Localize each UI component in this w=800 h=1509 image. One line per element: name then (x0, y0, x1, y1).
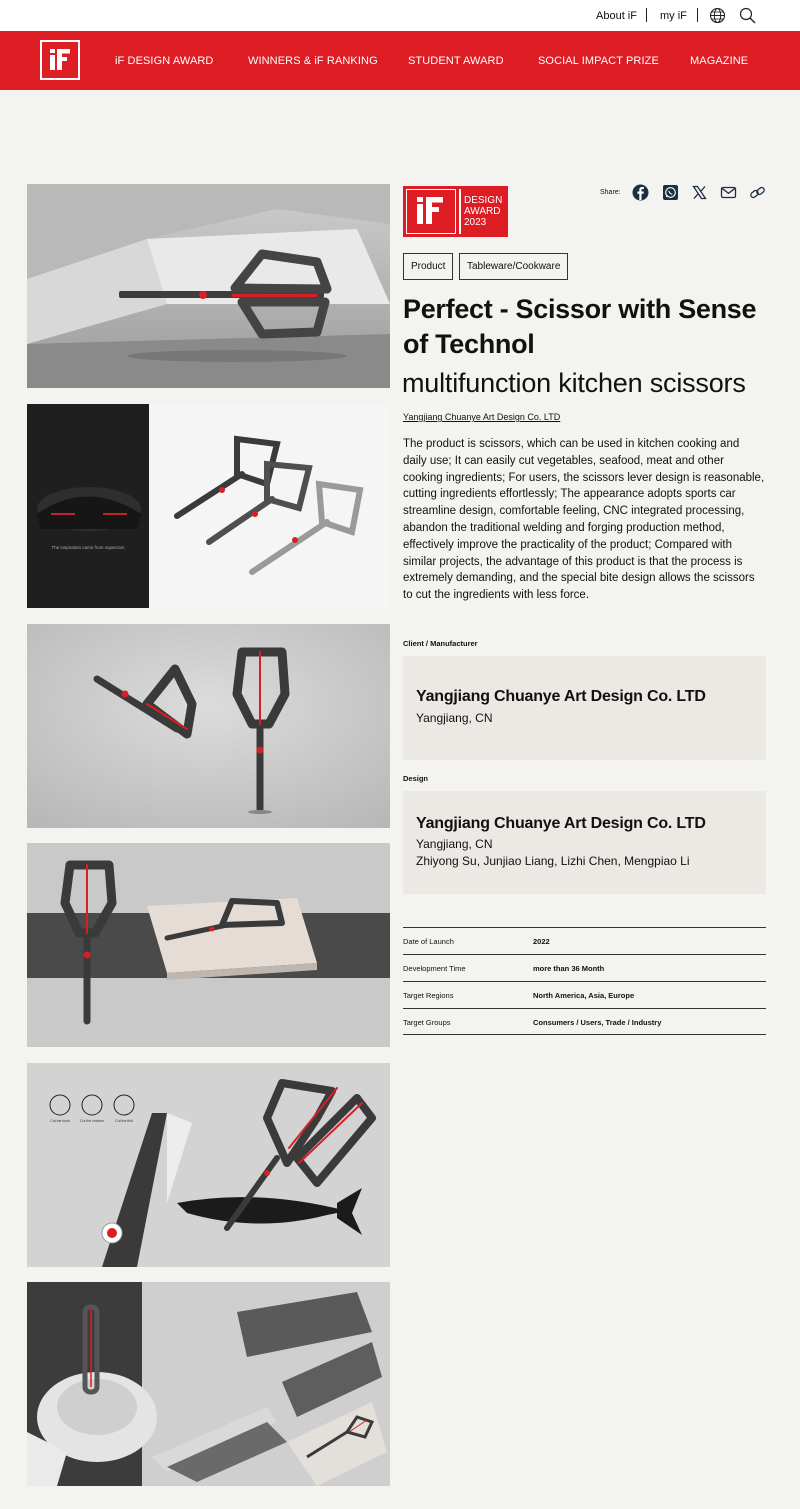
gallery-caption: Cut the duck (50, 1119, 70, 1123)
design-award-badge (403, 186, 508, 237)
nav-if-design-award[interactable]: iF DESIGN AWARD (115, 55, 214, 67)
utility-bar (0, 0, 800, 31)
award-line-award: AWARD (464, 206, 501, 217)
tag-category[interactable]: Tableware/Cookware (459, 253, 568, 280)
fact-row (403, 927, 766, 954)
gallery-caption: Cut the fish (115, 1119, 133, 1123)
divider (697, 8, 698, 22)
gallery-image-4[interactable] (27, 843, 390, 1047)
fact-value: North America, Asia, Europe (533, 991, 635, 1000)
gallery-image-3[interactable] (27, 624, 390, 828)
search-icon[interactable] (739, 7, 756, 24)
award-year: 2023 (464, 217, 487, 228)
my-if-link[interactable]: my iF (660, 10, 687, 22)
badge-divider (459, 189, 461, 234)
designers: Zhiyong Su, Junjiao Liang, Lizhi Chen, Mengpiao Li (416, 854, 690, 868)
link-icon[interactable] (749, 184, 766, 201)
globe-icon[interactable] (709, 7, 726, 24)
fact-label: Target Groups (403, 1018, 451, 1027)
mail-icon[interactable] (720, 184, 737, 201)
award-line-design: DESIGN (464, 195, 503, 206)
gallery-image-5[interactable] (27, 1063, 390, 1267)
entry-subtitle: multifunction kitchen scissors (402, 368, 746, 398)
nav-magazine[interactable]: MAGAZINE (690, 55, 749, 67)
fact-row (403, 981, 766, 1008)
entry-title: Perfect - Scissor with Sense of Technol (403, 294, 757, 359)
gallery-caption: Cut the chicken (79, 1119, 105, 1123)
fact-label: Date of Launch (403, 937, 454, 946)
fact-label: Development Time (403, 964, 466, 973)
about-link[interactable]: About iF (596, 10, 637, 22)
gallery-image-6[interactable] (27, 1282, 390, 1486)
fact-value: more than 36 Month (533, 964, 605, 973)
whatsapp-icon[interactable] (662, 184, 679, 201)
nav-social-impact-prize[interactable]: SOCIAL IMPACT PRIZE (538, 55, 659, 67)
if-logo[interactable] (40, 40, 80, 80)
design-section-label: Design (403, 774, 429, 783)
main-navigation (0, 31, 800, 90)
divider (646, 8, 647, 22)
fact-label: Target Regions (403, 991, 454, 1000)
nav-student-award[interactable]: STUDENT AWARD (408, 55, 504, 67)
gallery-image-1[interactable] (27, 184, 390, 388)
nav-winners-ranking[interactable]: WINNERS & iF RANKING (248, 55, 378, 67)
client-card (403, 656, 766, 760)
fact-row (403, 1008, 766, 1035)
design-card (403, 791, 766, 894)
entry-description: The product is scissors, which can be used in kitchen cooking and daily use; It can easily cut vegetables, seafood, meat and other cooking ingredients; For users, the scissors lever design is reasonable, cutting ingredients effortlessly; The appearance adopts sports car streamline design, comfortable feeling, CNC integrated processing, abandon the traditional welding and forging production method, effectively improve the practicality of the product; Compared with similar projects, the advantage of this product is that the process is extremely demanding, and the special bite design allows the scissors to cut the ingredients with less force. (403, 438, 765, 602)
award-if-logo (406, 189, 456, 234)
facts-table (403, 927, 766, 1035)
share-label: Share: (600, 189, 621, 196)
client-name: Yangjiang Chuanye Art Design Co. LTD (416, 688, 706, 705)
gallery-image-2[interactable] (27, 404, 390, 608)
company-link[interactable]: Yangjiang Chuanye Art Design Co. LTD (403, 412, 561, 422)
client-section-label: Client / Manufacturer (403, 639, 478, 648)
tag-product[interactable]: Product (403, 253, 453, 280)
facebook-icon[interactable] (632, 184, 649, 201)
fact-value: 2022 (533, 937, 550, 946)
gallery-caption: The inspiration came from supercars (51, 545, 125, 550)
fact-value: Consumers / Users, Trade / Industry (533, 1018, 662, 1027)
x-icon[interactable] (691, 184, 708, 201)
client-location: Yangjiang, CN (416, 711, 493, 725)
design-studio-name: Yangjiang Chuanye Art Design Co. LTD (416, 815, 706, 832)
fact-row (403, 954, 766, 981)
design-location: Yangjiang, CN (416, 837, 493, 851)
